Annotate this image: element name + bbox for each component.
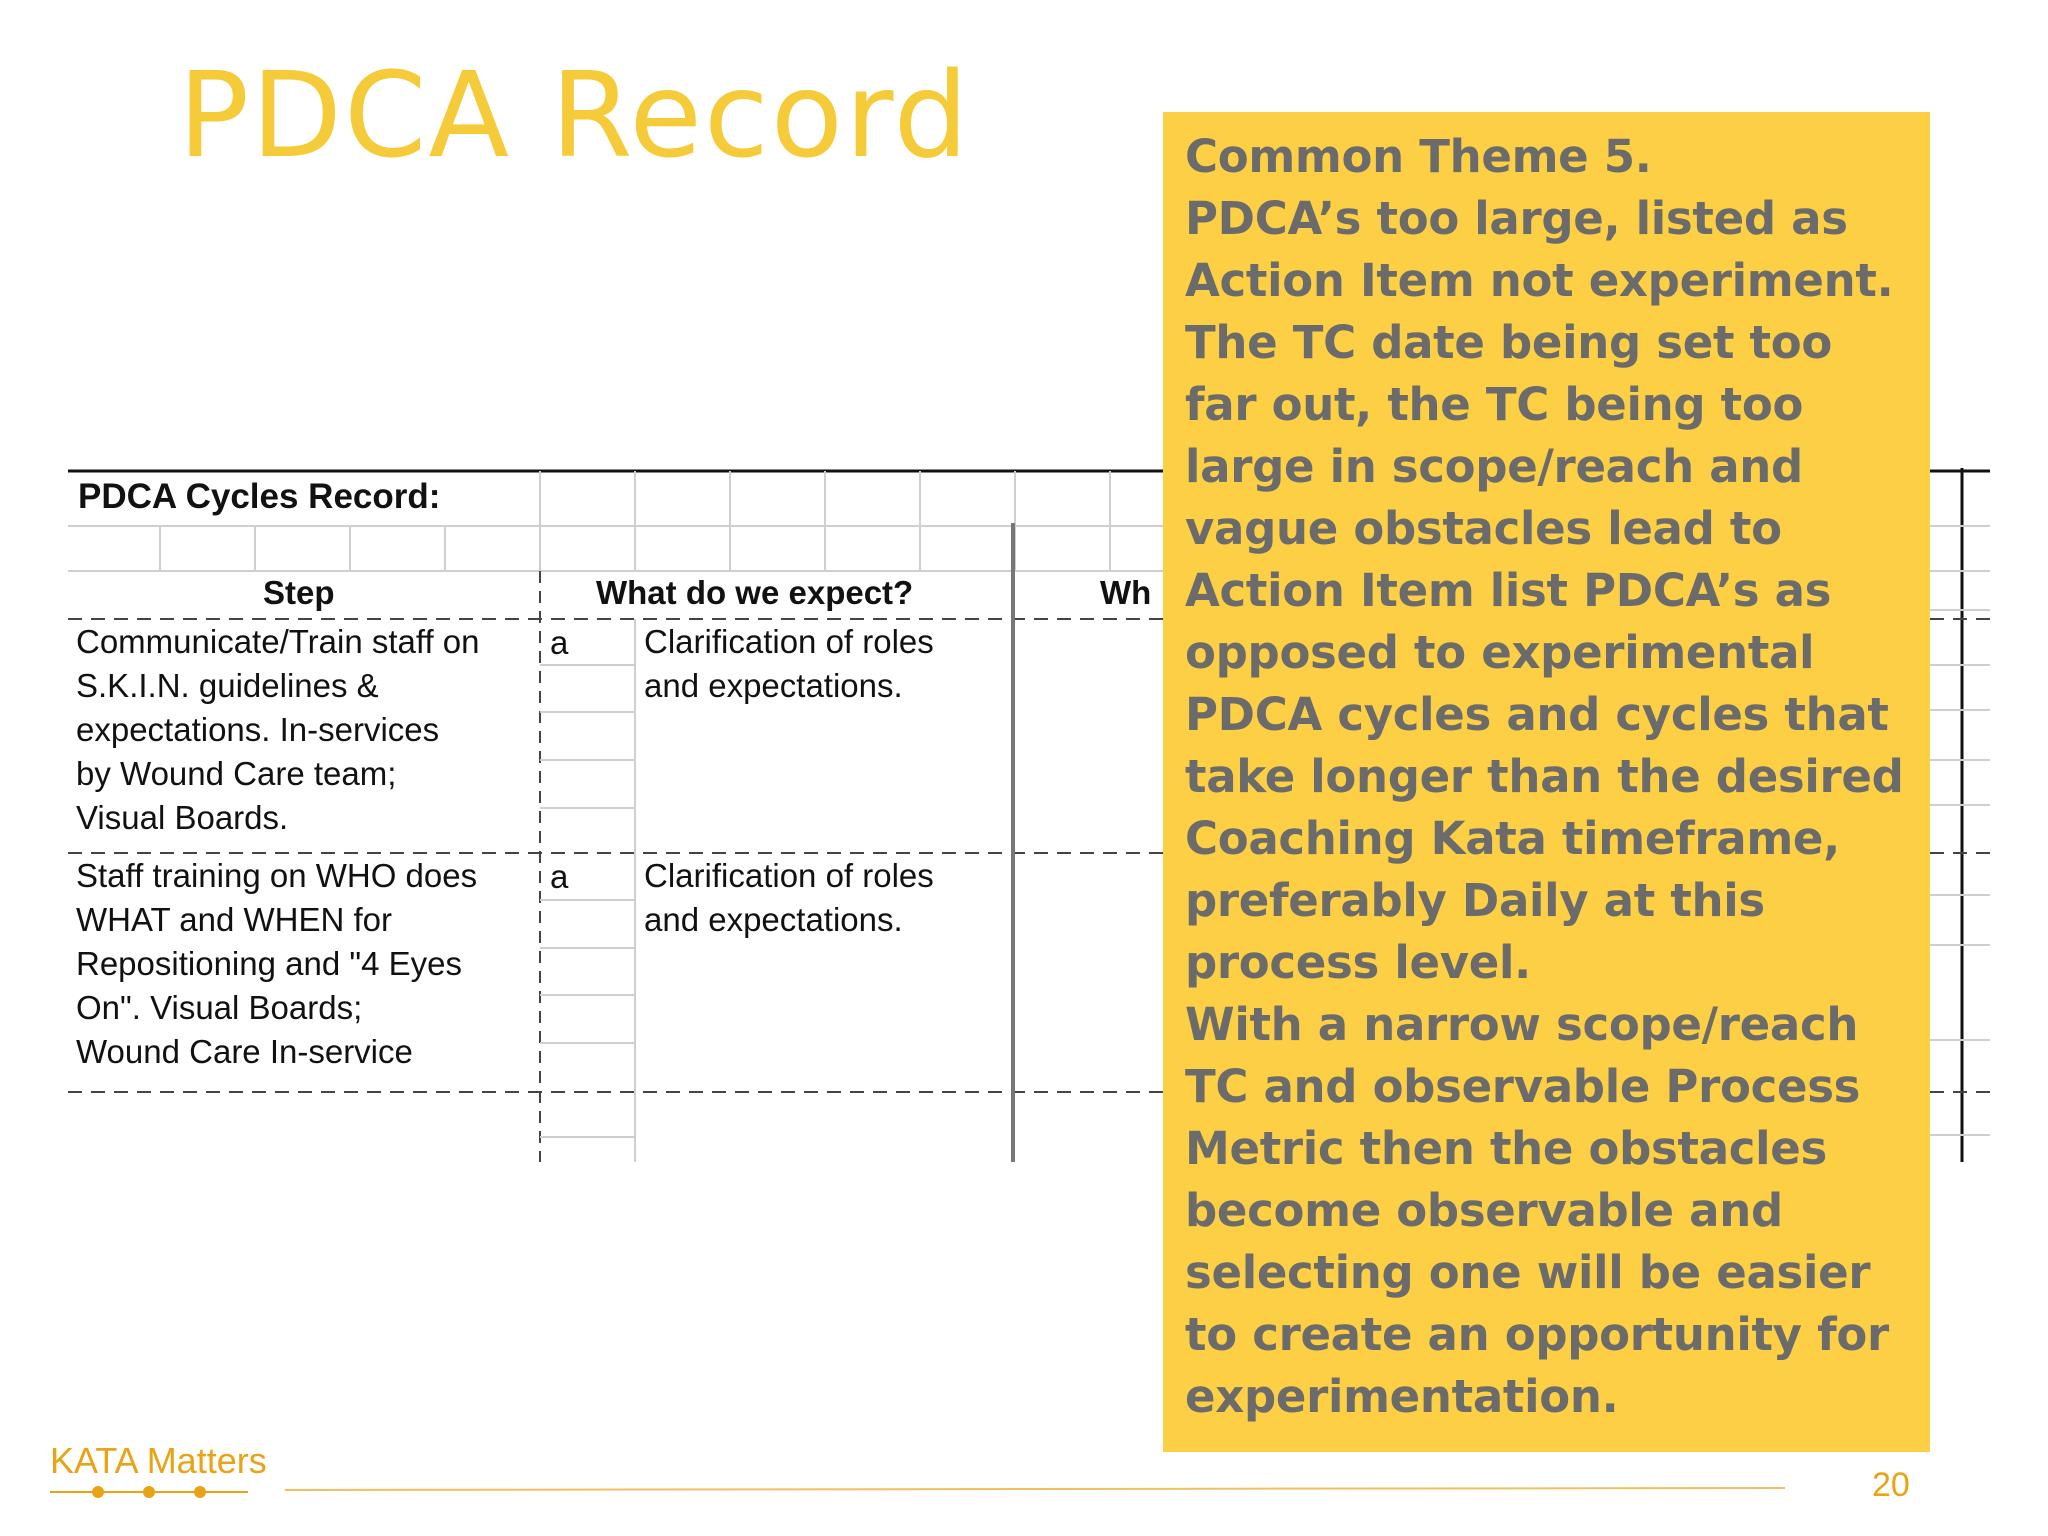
row-2-expect: Clarification of roles and expectations.: [644, 857, 934, 938]
column-header-step: Step: [263, 574, 335, 611]
column-header-happened: Wh: [1100, 574, 1152, 611]
column-header-expect: What do we expect?: [596, 574, 914, 611]
footer-divider: [285, 1487, 1785, 1493]
callout-paragraph-1: PDCA’s too large, listed as Action Item not experiment.: [1185, 192, 1894, 307]
row-1-expect: Clarification of roles and expectations.: [644, 623, 934, 704]
row-2-marker: a: [550, 858, 569, 895]
callout-paragraph-2: The TC date being set too far out, the TC being too large in scope/reach and vague obstacles lead to Action Item list PDCA’s as opposed to experimental PDCA cycles and cycles that take longer than the desired Coaching Kata timeframe, preferably Daily at this process level.: [1185, 316, 1904, 989]
slide-title: PDCA Record: [178, 46, 971, 184]
page-number: 20: [1872, 1466, 1910, 1504]
row-1-step: Communicate/Train staff on S.K.I.N. guidelines & expectations. In-services by Wound Care team; Visual Boards.: [76, 623, 480, 836]
logo-dots-icon: [50, 1484, 250, 1500]
row-2-step: Staff training on WHO does WHAT and WHEN for Repositioning and "4 Eyes On". Visual Boards; Wound Care In-service: [76, 857, 478, 1070]
row-1-marker: a: [550, 624, 569, 661]
table-title: PDCA Cycles Record:: [78, 477, 441, 516]
callout-box: [1163, 112, 1930, 1452]
callout-paragraph-3: With a narrow scope/reach TC and observable Process Metric then the obstacles become observable and selecting one will be easier to create an opportunity for experimentation.: [1185, 998, 1889, 1423]
callout-heading: Common Theme 5.: [1185, 130, 1652, 183]
kata-matters-logo: KATA Matters: [50, 1440, 267, 1481]
